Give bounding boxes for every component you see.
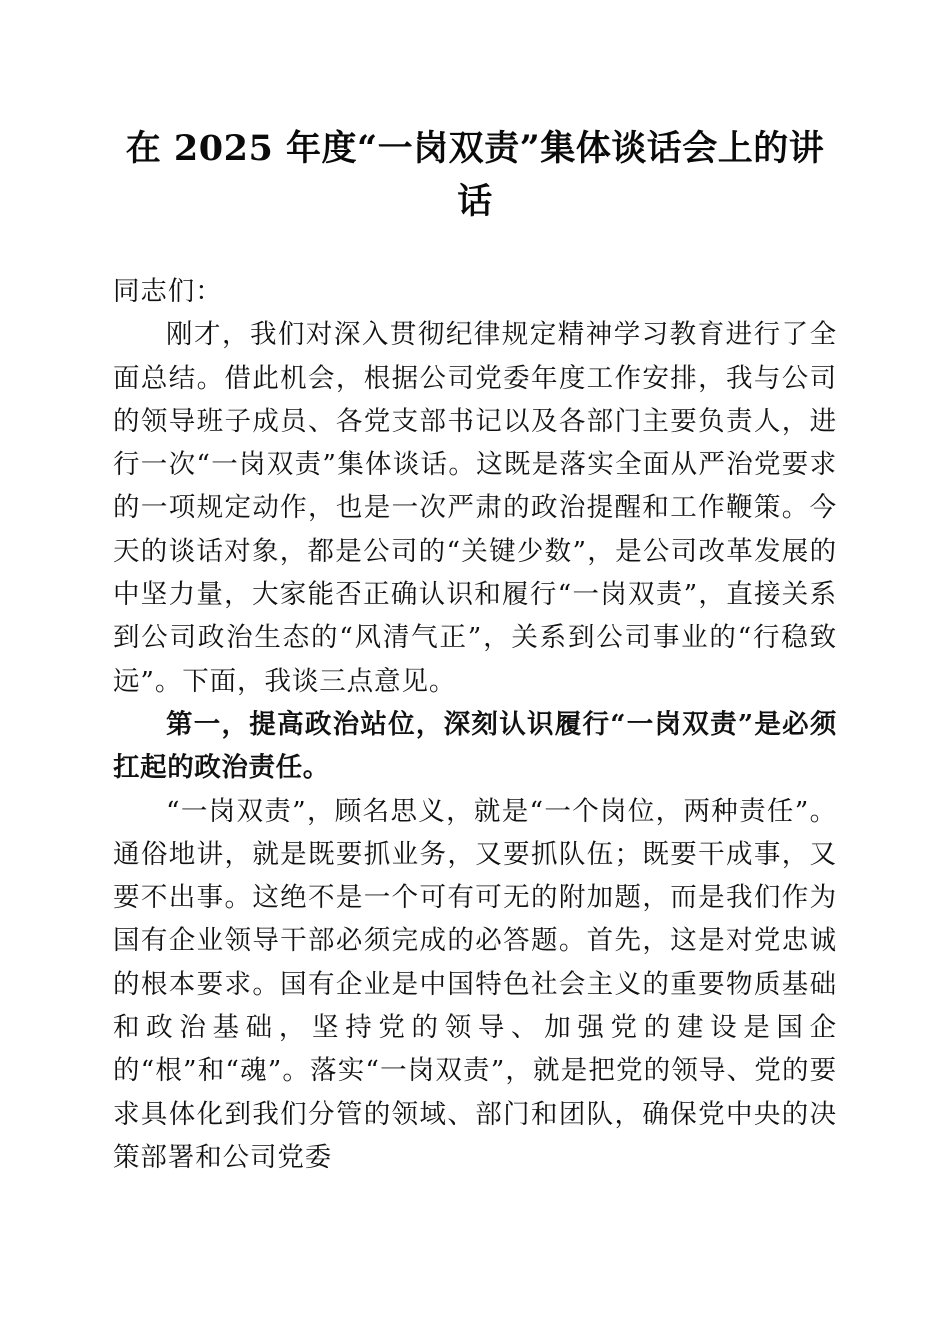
paragraph-section-1-body: “一岗双责”，顾名思义，就是“一个岗位，两种责任”。通俗地讲，就是既要抓业务，又要抓队伍；既要干成事，又要不出事。这绝不是一个可有可无的附加题，而是我们作为国有企业领导干部必须完成的必答题。首先，这是对党忠诚的根本要求。国有企业是中国特色社会主义的重要物质基础和政治基础，坚持党的领导、加强党的建设是国企的“根”和“魂”。落实“一岗双责”，就是把党的领导、党的要求具体化到我们分管的领域、部门和团队，确保党中央的决策部署和公司党委 bbox=[113, 795, 837, 1173]
page-title-line-1: 在 2025 年度“一岗双责”集体谈话会上的讲 bbox=[125, 128, 825, 169]
page-content-area bbox=[113, 122, 837, 1179]
page-title bbox=[113, 122, 837, 228]
paragraph-opening: 刚才，我们对深入贯彻纪律规定精神学习教育进行了全面总结。借此机会，根据公司党委年度工作安排，我与公司的领导班子成员、各党支部书记以及各部门主要负责人，进行一次“一岗双责”集体谈话。这既是落实全面从严治党要求的一项规定动作，也是一次严肃的政治提醒和工作鞭策。今天的谈话对象，都是公司的“关键少数”，是公司改革发展的中坚力量，大家能否正确认识和履行“一岗双责”，直接关系到公司政治生态的“风清气正”，关系到公司事业的“行稳致远”。下面，我谈三点意见。 bbox=[113, 319, 837, 697]
page-title-line-2: 话 bbox=[457, 181, 493, 222]
document-body bbox=[113, 270, 837, 1179]
paragraph-heading-1: 第一，提高政治站位，深刻认识履行“一岗双责”是必须扛起的政治责任。 bbox=[113, 708, 837, 784]
paragraph-salutation: 同志们： bbox=[113, 276, 223, 307]
